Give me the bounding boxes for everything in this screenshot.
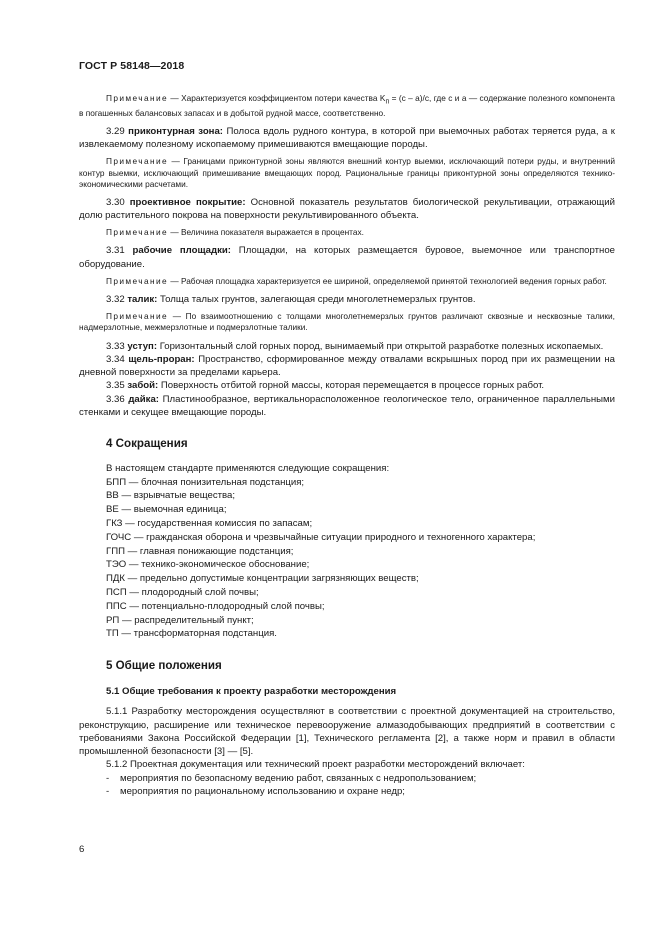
term-3-32: 3.32 талик: Толща талых грунтов, залегающая среди многолетнемерзлых грунтов. (106, 294, 476, 306)
note-label: Примечание (106, 227, 169, 238)
abbreviation-item: РП — распределительный пункт; (106, 614, 254, 626)
list-item: - мероприятия по безопасному ведению работ, связанных с недропользованием; (106, 772, 477, 784)
term-name: уступ: (127, 340, 158, 352)
page-header: ГОСТ Р 58148—2018 (79, 60, 185, 72)
requirements-list (79, 772, 615, 799)
paragraph-5-1-2: 5.1.2 Проектная документация или технический проект разработки месторождений включает: (106, 759, 525, 771)
term-name: рабочие площадки: (132, 245, 231, 257)
abbreviation-item: ТЭО — технико-экономическое обоснование; (106, 559, 310, 571)
note-3-32: Примечание — По взаимоотношению с толщами многолетнемерзлых грунтов различают сквозные и несквозные талики, надмерзлотные, межмерзлотные и подмерзлотные талики. (79, 311, 615, 333)
note-label: Примечание (106, 93, 169, 103)
abbreviation-item: ВЕ — выемочная единица; (106, 504, 227, 516)
note-3-29: Примечание — Границами приконтурной зоны являются внешний контур выемки, исключающий потери руды, и внутренний контур выемки, исключающий примешивание вмещающих пород. Рациональные границы приконтурной зоны определяются технико-экономическими расчетами. (79, 156, 615, 189)
note-3-30: Примечание — Величина показателя выражается в процентах. (106, 227, 364, 238)
abbreviation-item: ВВ — взрывчатые вещества; (106, 490, 236, 502)
section-4-heading: 4 Сокращения (106, 437, 188, 451)
term-name: проективное покрытие: (129, 196, 246, 208)
abbreviation-item: ТП — трансформаторная подстанция. (106, 628, 277, 640)
page-content (79, 93, 615, 798)
term-3-31: 3.31 рабочие площадки: Площадки, на которых размещается буровое, выемочное или транспортное оборудование. (79, 245, 616, 270)
paragraph-5-1-1: 5.1.1 Разработку месторождения осуществляют в соответствии с проектной документацией на строительство, реконструкцию, расширение или техническое перевооружение алмазодобывающих предприятий в соответствии с требованиями Закона Российской Федерации [1], Технического регламента [2], а также норм и правил в области промышленной безопасности [3] — [5]. (79, 706, 615, 758)
term-name: талик: (127, 294, 158, 306)
term-name: приконтурная зона: (128, 125, 224, 137)
abbreviations-list (79, 476, 615, 642)
abbreviation-item: ГПП — главная понижающие подстанция; (106, 545, 294, 557)
term-3-34: 3.34 щель-проран: Пространство, сформированное между отвалами вскрышных пород при их размещении на дневной поверхности за пределами карьера. (79, 353, 615, 379)
abbreviation-item: БПП — блочная понизительная подстанция; (106, 476, 305, 488)
note-label: Примечание (106, 276, 169, 286)
section-5-heading: 5 Общие положения (106, 659, 222, 673)
abbreviation-item: ГКЗ — государственная комиссия по запасам; (106, 518, 313, 530)
abbreviation-item: ГОЧС — гражданская оборона и чрезвычайные ситуации природного и техногенного характера; (106, 531, 536, 543)
abbreviation-item: ППС — потенциально-плодородный слой почвы; (106, 600, 325, 612)
note-3-31: Примечание — Рабочая площадка характеризуется ее шириной, определяемой принятой технологией ведения горных работ. (106, 276, 607, 286)
abbreviation-item: ПДК — предельно допустимые концентрации загрязняющих веществ; (106, 573, 419, 585)
page-number: 6 (79, 844, 85, 855)
subsection-5-1-heading: 5.1 Общие требования к проекту разработки месторождения (106, 686, 397, 698)
term-3-33: 3.33 уступ: Горизонтальный слой горных пород, вынимаемый при открытой разработке полезных ископаемых. (106, 340, 604, 352)
term-name: дайка: (128, 393, 159, 405)
term-3-36: 3.36 дайка: Пластинообразное, вертикальнорасположенное геологическое тело, ограниченное параллельными стенками и секущее вмещающие породы. (79, 393, 615, 419)
list-item: - мероприятия по рациональному использованию и охране недр; (106, 786, 405, 797)
term-name: забой: (127, 380, 159, 392)
note-label: Примечание (106, 311, 169, 322)
term-3-29: 3.29 приконтурная зона: Полоса вдоль рудного контура, в которой при выемочных работах теряется руда, а к извлекаемому полезному ископаемому примешиваются вмещающие породы. (79, 125, 616, 151)
note-label: Примечание (106, 156, 169, 167)
term-3-30: 3.30 проективное покрытие: Основной показатель результатов биологической рекультивации, отражающий долю растительного покрова на поверхности рекультивированного объекта. (79, 196, 615, 222)
term-name: щель-проран: (128, 353, 195, 365)
note-3-28: Примечание — Характеризуется коэффициентом потери качества $K_п = (c - a)/c$, где c и a — содержание полезного компонента в погашенных балансовых запасах и в добытой рудной массе, соответственно. (79, 93, 615, 118)
term-3-35: 3.35 забой: Поверхность отбитой горной массы, которая перемещается в процессе горных работ. (106, 380, 545, 392)
abbreviation-item: ПСП — плодородный слой почвы; (106, 587, 259, 599)
abbreviations-intro: В настоящем стандарте применяются следующие сокращения: (106, 463, 390, 475)
